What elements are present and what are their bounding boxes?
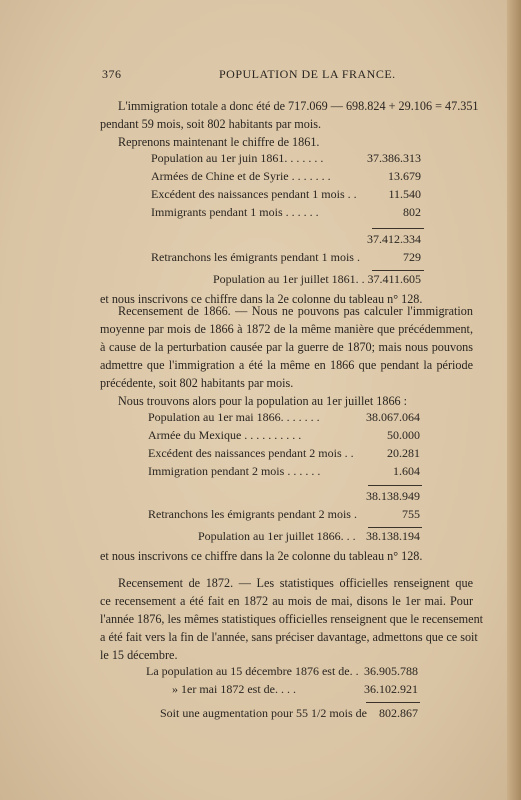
row-value: 1.604: [393, 464, 420, 478]
row-label: Population au 1er juin 1861. . . . . . .: [151, 151, 324, 165]
result-label: Population au 1er juillet 1866. . .: [198, 529, 356, 543]
row-label: Immigration pendant 2 mois . . . . . .: [148, 464, 321, 478]
minus-value: 729: [403, 250, 421, 264]
row-label: Excédent des naissances pendant 1 mois . .: [151, 187, 357, 201]
para-1866-line-1: Recensement de 1866. — Nous ne pouvons pas calculer l'immigration: [118, 304, 473, 318]
result-value: 802.867: [379, 706, 418, 720]
sum-rule: [372, 270, 424, 271]
sum-rule: [368, 527, 422, 528]
intro-line-1: L'immigration totale a donc été de 717.069 — 698.824 + 29.106 = 47.351: [118, 99, 479, 113]
page-number: 376: [102, 67, 122, 81]
resume-1866: Nous trouvons alors pour la population au 1er juillet 1866 :: [118, 394, 408, 408]
row-value: 36.905.788: [364, 664, 418, 678]
para-1866-line-5: précédente, soit 802 habitants par mois.: [100, 376, 294, 390]
subtotal-1866: 38.138.949: [366, 489, 420, 503]
para-1866-line-2: moyenne par mois de 1866 à 1872 de la même manière que précédemment,: [100, 322, 473, 336]
para-1872-line-3: l'année 1876, les mêmes statistiques officielles renseignent que le recensement: [100, 612, 484, 626]
resume-1861: Reprenons maintenant le chiffre de 1861.: [118, 135, 320, 149]
para-1872-line-5: le 15 décembre.: [100, 648, 178, 662]
row-value: 20.281: [387, 446, 420, 460]
subtotal-1861: 37.412.334: [367, 232, 421, 246]
para-1866-line-3: à cause de la perturbation causée par la guerre de 1870; mais nous pouvons: [100, 340, 473, 354]
sum-rule: [366, 702, 420, 703]
closing-1861: et nous inscrivons ce chiffre dans la 2e colonne du tableau n° 128.: [100, 292, 423, 306]
row-label: Armée du Mexique . . . . . . . . . .: [148, 428, 302, 442]
row-label: Population au 1er mai 1866. . . . . . .: [148, 410, 320, 424]
result-label: Soit une augmentation pour 55 1/2 mois de: [160, 706, 367, 720]
row-value: 11.540: [388, 187, 421, 201]
row-label: La population au 15 décembre 1876 est de. .: [146, 664, 359, 678]
row-label: Immigrants pendant 1 mois . . . . . .: [151, 205, 319, 219]
row-value: 36.102.921: [364, 682, 418, 696]
row-value: 38.067.064: [366, 410, 420, 424]
result-label: Population au 1er juillet 1861. .: [213, 272, 365, 286]
row-label: » 1er mai 1872 est de. . . .: [172, 682, 296, 696]
closing-1866: et nous inscrivons ce chiffre dans la 2e colonne du tableau n° 128.: [100, 549, 423, 563]
minus-label: Retranchons les émigrants pendant 1 mois .: [151, 250, 360, 264]
row-value: 13.679: [388, 169, 421, 183]
row-label: Excédent des naissances pendant 2 mois . .: [148, 446, 354, 460]
result-value: 38.138.194: [366, 529, 420, 543]
sum-rule: [368, 485, 422, 486]
sum-rule: [372, 228, 424, 229]
row-value: 802: [403, 205, 421, 219]
row-value: 37.386.313: [367, 151, 421, 165]
result-value: 37.411.605: [367, 272, 421, 286]
para-1872-line-4: a été fait vers la fin de l'année, sans préciser davantage, admettons que ce soit: [100, 630, 478, 644]
intro-line-2: pendant 59 mois, soit 802 habitants par mois.: [100, 117, 322, 131]
minus-label: Retranchons les émigrants pendant 2 mois .: [148, 507, 357, 521]
running-title: POPULATION DE LA FRANCE.: [219, 67, 396, 81]
para-1872-line-1: Recensement de 1872. — Les statistiques officielles renseignent que: [118, 576, 473, 590]
para-1872-line-2: ce recensement a été fait en 1872 au mois de mai, disons le 1er mai. Pour: [100, 594, 473, 608]
page-edge: [507, 0, 521, 800]
para-1866-line-4: admettre que l'immigration a été la même en 1866 que pendant la période: [100, 358, 473, 372]
row-value: 50.000: [387, 428, 420, 442]
row-label: Armées de Chine et de Syrie . . . . . . .: [151, 169, 331, 183]
minus-value: 755: [402, 507, 420, 521]
